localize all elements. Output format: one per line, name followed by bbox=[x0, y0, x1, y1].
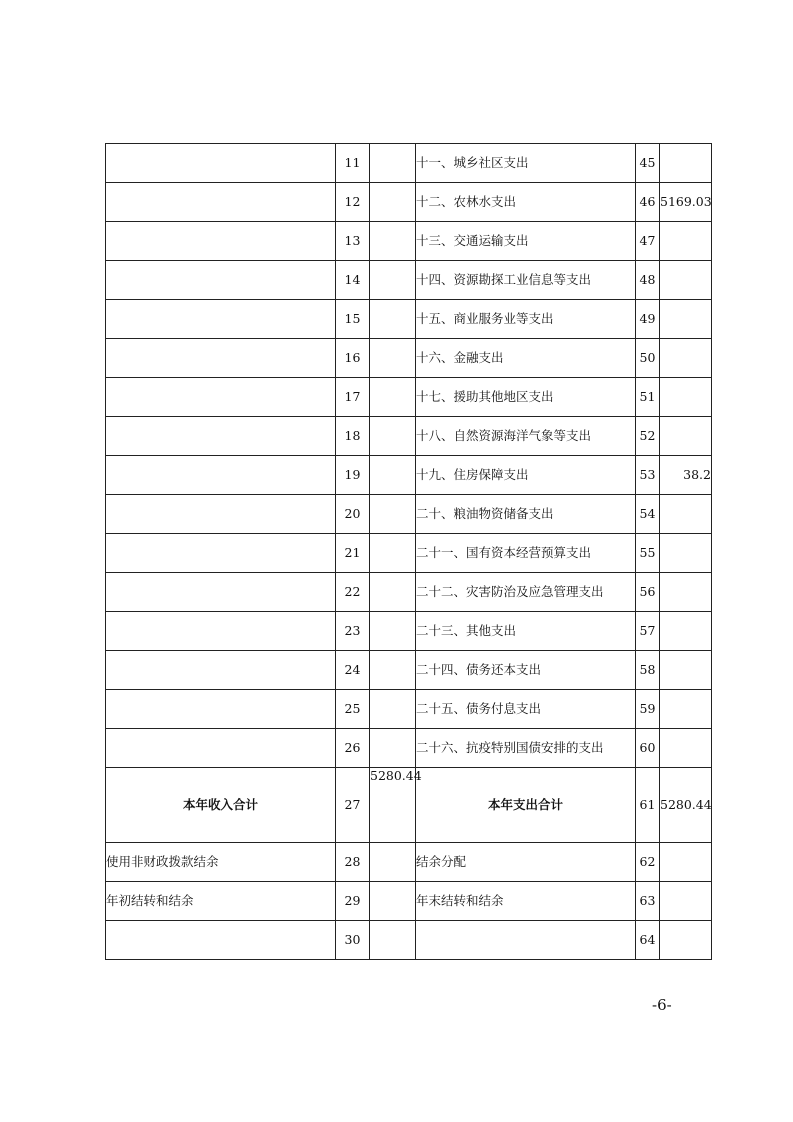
expense-line-no: 57 bbox=[636, 612, 660, 651]
table-row bbox=[106, 729, 712, 768]
table-row bbox=[106, 651, 712, 690]
table-row bbox=[106, 612, 712, 651]
table-row bbox=[106, 300, 712, 339]
expense-line-no: 45 bbox=[636, 144, 660, 183]
income-label bbox=[106, 144, 336, 183]
income-amount bbox=[370, 651, 416, 690]
table-row bbox=[106, 417, 712, 456]
expense-total-line-no: 61 bbox=[636, 768, 660, 843]
expense-label: 二十一、国有资本经营预算支出 bbox=[416, 534, 636, 573]
income-amount bbox=[370, 183, 416, 222]
expense-line-no: 53 bbox=[636, 456, 660, 495]
expense-label: 二十六、抗疫特别国债安排的支出 bbox=[416, 729, 636, 768]
income-line-no: 14 bbox=[336, 261, 370, 300]
expense-label: 十二、农林水支出 bbox=[416, 183, 636, 222]
income-amount bbox=[370, 417, 416, 456]
expense-amount bbox=[660, 144, 712, 183]
expense-amount bbox=[660, 339, 712, 378]
table-row bbox=[106, 222, 712, 261]
income-label bbox=[106, 456, 336, 495]
table-row bbox=[106, 882, 712, 921]
income-line-no: 24 bbox=[336, 651, 370, 690]
expense-label: 结余分配 bbox=[416, 843, 636, 882]
income-amount bbox=[370, 921, 416, 960]
expense-line-no: 60 bbox=[636, 729, 660, 768]
income-amount bbox=[370, 456, 416, 495]
expense-line-no: 63 bbox=[636, 882, 660, 921]
expense-line-no: 46 bbox=[636, 183, 660, 222]
income-line-no: 13 bbox=[336, 222, 370, 261]
expense-total-amount: 5280.44 bbox=[660, 768, 712, 843]
expense-line-no: 47 bbox=[636, 222, 660, 261]
expense-amount bbox=[660, 690, 712, 729]
table-row bbox=[106, 690, 712, 729]
income-amount bbox=[370, 843, 416, 882]
income-label bbox=[106, 534, 336, 573]
expense-line-no: 48 bbox=[636, 261, 660, 300]
income-amount bbox=[370, 378, 416, 417]
income-amount bbox=[370, 534, 416, 573]
budget-table bbox=[105, 143, 712, 960]
expense-label: 十六、金融支出 bbox=[416, 339, 636, 378]
table-row bbox=[106, 183, 712, 222]
income-label bbox=[106, 573, 336, 612]
income-line-no: 23 bbox=[336, 612, 370, 651]
income-amount bbox=[370, 144, 416, 183]
budget-table-body bbox=[106, 144, 712, 960]
table-row bbox=[106, 843, 712, 882]
income-line-no: 26 bbox=[336, 729, 370, 768]
expense-line-no: 51 bbox=[636, 378, 660, 417]
expense-amount: 5169.03 bbox=[660, 183, 712, 222]
table-row bbox=[106, 534, 712, 573]
expense-label: 十一、城乡社区支出 bbox=[416, 144, 636, 183]
income-line-no: 28 bbox=[336, 843, 370, 882]
expense-label: 十五、商业服务业等支出 bbox=[416, 300, 636, 339]
page-number: -6- bbox=[652, 996, 672, 1014]
income-total-label: 本年收入合计 bbox=[106, 768, 336, 843]
income-label bbox=[106, 729, 336, 768]
income-line-no: 16 bbox=[336, 339, 370, 378]
expense-amount bbox=[660, 300, 712, 339]
income-line-no: 22 bbox=[336, 573, 370, 612]
expense-amount bbox=[660, 612, 712, 651]
expense-amount bbox=[660, 921, 712, 960]
income-amount bbox=[370, 690, 416, 729]
table-row bbox=[106, 261, 712, 300]
income-amount bbox=[370, 882, 416, 921]
expense-line-no: 55 bbox=[636, 534, 660, 573]
expense-label: 十四、资源勘探工业信息等支出 bbox=[416, 261, 636, 300]
expense-amount bbox=[660, 573, 712, 612]
income-line-no: 19 bbox=[336, 456, 370, 495]
expense-label: 二十三、其他支出 bbox=[416, 612, 636, 651]
income-line-no: 11 bbox=[336, 144, 370, 183]
income-line-no: 15 bbox=[336, 300, 370, 339]
expense-label: 二十二、灾害防治及应急管理支出 bbox=[416, 573, 636, 612]
income-line-no: 25 bbox=[336, 690, 370, 729]
income-amount bbox=[370, 300, 416, 339]
expense-label: 年末结转和结余 bbox=[416, 882, 636, 921]
income-line-no: 18 bbox=[336, 417, 370, 456]
expense-line-no: 58 bbox=[636, 651, 660, 690]
income-amount bbox=[370, 729, 416, 768]
income-line-no: 21 bbox=[336, 534, 370, 573]
income-amount bbox=[370, 495, 416, 534]
income-line-no: 17 bbox=[336, 378, 370, 417]
income-amount bbox=[370, 222, 416, 261]
expense-label: 十七、援助其他地区支出 bbox=[416, 378, 636, 417]
income-label bbox=[106, 378, 336, 417]
table-row bbox=[106, 921, 712, 960]
income-label: 使用非财政拨款结余 bbox=[106, 843, 336, 882]
expense-amount bbox=[660, 417, 712, 456]
expense-label: 十九、住房保障支出 bbox=[416, 456, 636, 495]
income-label bbox=[106, 339, 336, 378]
expense-amount: 38.2 bbox=[660, 456, 712, 495]
income-amount bbox=[370, 612, 416, 651]
income-line-no: 29 bbox=[336, 882, 370, 921]
income-total-line-no: 27 bbox=[336, 768, 370, 843]
expense-line-no: 54 bbox=[636, 495, 660, 534]
income-label bbox=[106, 495, 336, 534]
income-amount bbox=[370, 339, 416, 378]
expense-line-no: 59 bbox=[636, 690, 660, 729]
expense-label: 二十四、债务还本支出 bbox=[416, 651, 636, 690]
table-row bbox=[106, 144, 712, 183]
income-label: 年初结转和结余 bbox=[106, 882, 336, 921]
expense-amount bbox=[660, 882, 712, 921]
income-label bbox=[106, 690, 336, 729]
expense-total-label: 本年支出合计 bbox=[416, 768, 636, 843]
expense-amount bbox=[660, 729, 712, 768]
income-amount bbox=[370, 573, 416, 612]
income-label bbox=[106, 612, 336, 651]
income-total-amount: 5280.44 bbox=[370, 768, 416, 843]
expense-line-no: 56 bbox=[636, 573, 660, 612]
expense-line-no: 49 bbox=[636, 300, 660, 339]
income-line-no: 30 bbox=[336, 921, 370, 960]
expense-amount bbox=[660, 534, 712, 573]
income-line-no: 12 bbox=[336, 183, 370, 222]
expense-amount bbox=[660, 261, 712, 300]
income-label bbox=[106, 651, 336, 690]
expense-label: 二十五、债务付息支出 bbox=[416, 690, 636, 729]
expense-label: 二十、粮油物资储备支出 bbox=[416, 495, 636, 534]
table-row bbox=[106, 339, 712, 378]
income-amount bbox=[370, 261, 416, 300]
expense-line-no: 64 bbox=[636, 921, 660, 960]
total-row bbox=[106, 768, 712, 843]
expense-amount bbox=[660, 378, 712, 417]
expense-label: 十八、自然资源海洋气象等支出 bbox=[416, 417, 636, 456]
income-label bbox=[106, 183, 336, 222]
expense-amount bbox=[660, 495, 712, 534]
income-line-no: 20 bbox=[336, 495, 370, 534]
income-label bbox=[106, 417, 336, 456]
income-label bbox=[106, 222, 336, 261]
table-row bbox=[106, 495, 712, 534]
expense-line-no: 50 bbox=[636, 339, 660, 378]
expense-label: 十三、交通运输支出 bbox=[416, 222, 636, 261]
income-label bbox=[106, 921, 336, 960]
table-row bbox=[106, 378, 712, 417]
table-row bbox=[106, 573, 712, 612]
table-row bbox=[106, 456, 712, 495]
expense-label bbox=[416, 921, 636, 960]
expense-amount bbox=[660, 651, 712, 690]
income-label bbox=[106, 300, 336, 339]
expense-amount bbox=[660, 222, 712, 261]
income-label bbox=[106, 261, 336, 300]
expense-amount bbox=[660, 843, 712, 882]
expense-line-no: 62 bbox=[636, 843, 660, 882]
expense-line-no: 52 bbox=[636, 417, 660, 456]
